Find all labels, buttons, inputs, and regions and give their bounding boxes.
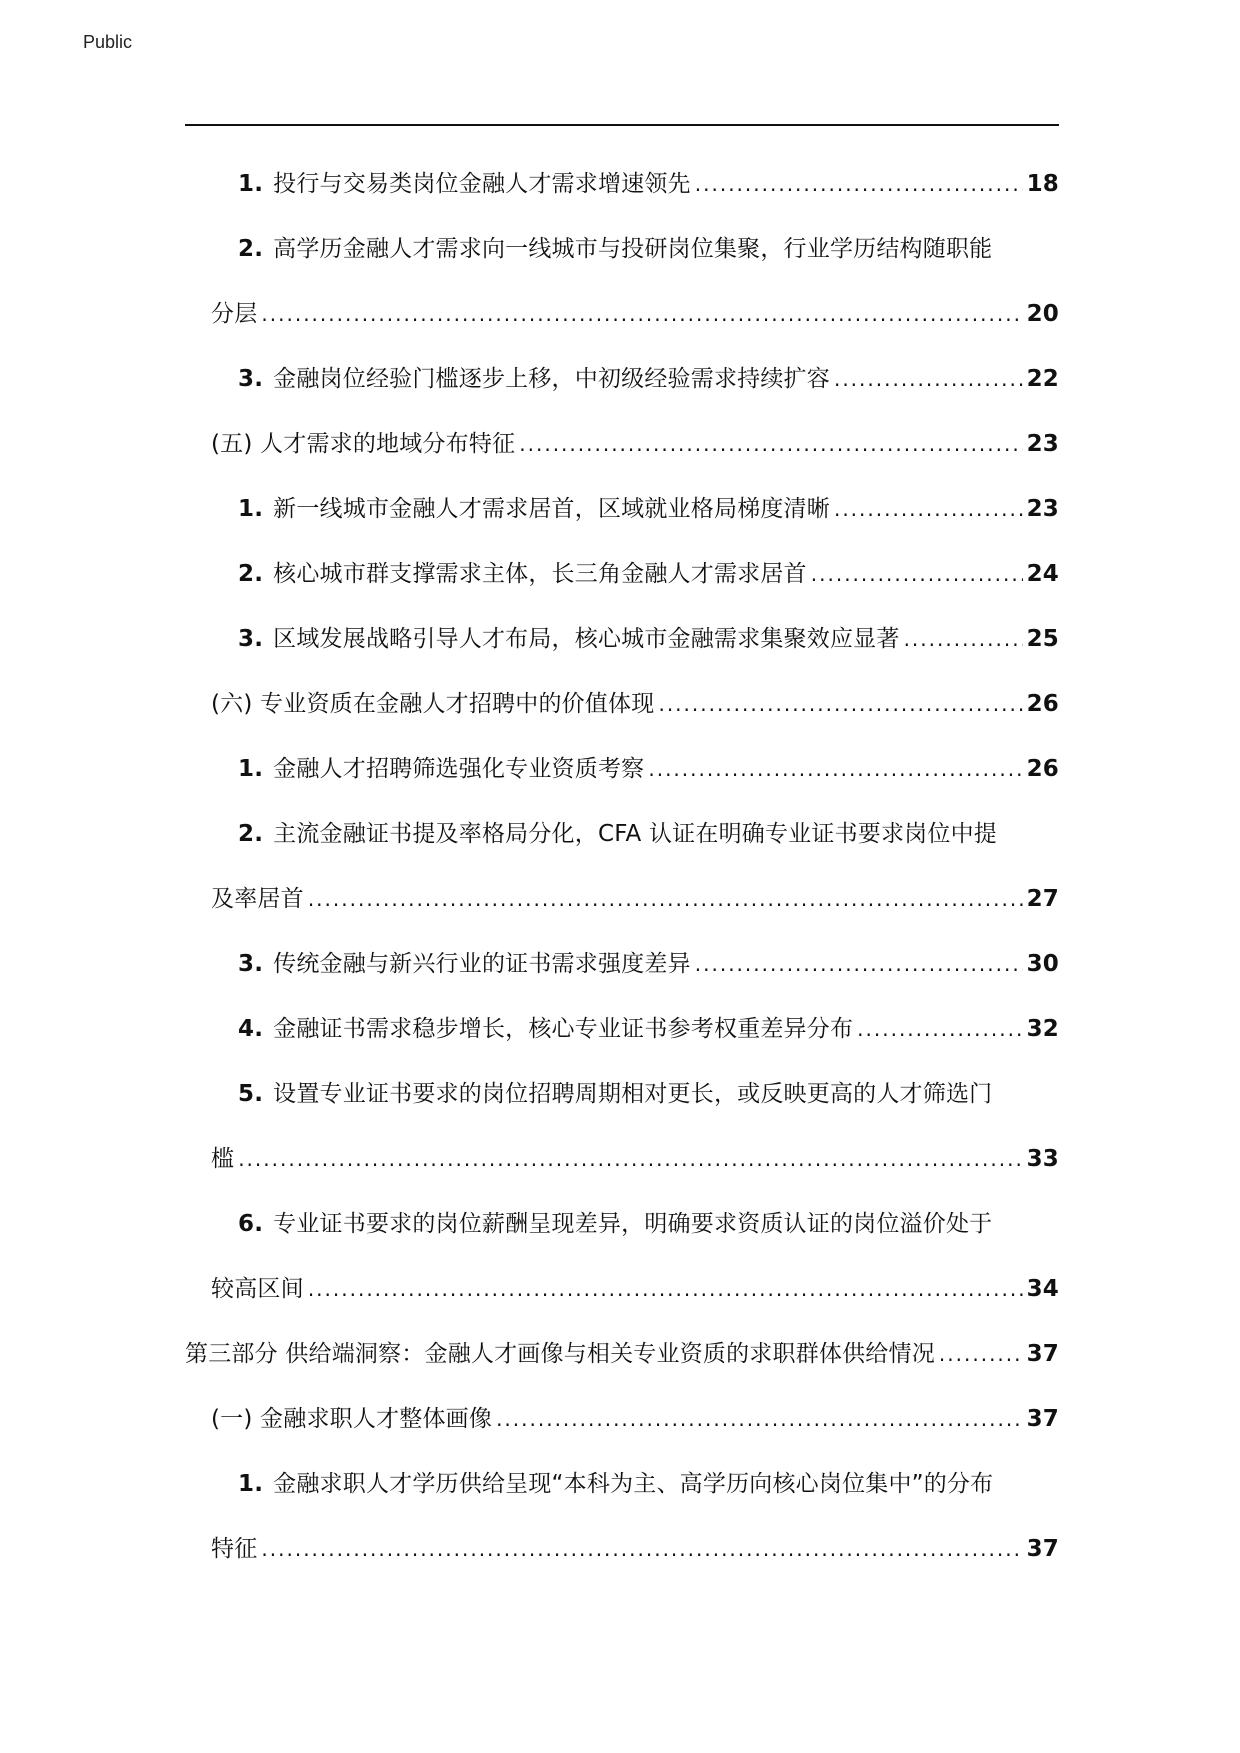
toc-page-number: 37 (1026, 1406, 1059, 1432)
toc-entry-title: 高学历金融人才需求向一线城市与投研岗位集聚，行业学历结构随职能 (273, 236, 993, 262)
toc-page-number: 23 (1026, 496, 1059, 522)
public-label: Public (83, 32, 133, 52)
toc-page-number: 23 (1026, 431, 1059, 457)
toc-entry-title: 设置专业证书要求的岗位招聘周期相对更长，或反映更高的人才筛选门 (273, 1081, 993, 1107)
toc-entry-title: 金融证书需求稳步增长，核心专业证书参考权重差异分布 (273, 1016, 854, 1042)
toc-entry-title: 及率居首 (211, 886, 304, 912)
header-divider (185, 124, 1059, 126)
toc-page-number: 37 (1026, 1341, 1059, 1367)
toc-page-number: 26 (1026, 691, 1059, 717)
toc-entry[interactable] (185, 477, 1059, 542)
toc-page-number: 37 (1026, 1536, 1059, 1562)
toc-entry-title: 金融求职人才学历供给呈现“本科为主、高学历向核心岗位集中”的分布 (273, 1471, 994, 1497)
toc-page-number: 34 (1026, 1276, 1059, 1302)
toc-page-number: 18 (1026, 171, 1059, 197)
toc-entry-number: 3. (238, 951, 264, 977)
toc-leader-dots (648, 737, 1022, 802)
toc-leader-dots (695, 932, 1023, 997)
toc-leader-dots (857, 997, 1022, 1062)
toc-leader-dots (308, 1257, 1023, 1322)
toc-entry-title: 区域发展战略引导人才布局，核心城市金融需求集聚效应显著 (273, 626, 900, 652)
toc-entry-title: 分层 (211, 301, 258, 327)
toc-leader-dots (658, 672, 1022, 737)
toc-entry[interactable] (185, 802, 1059, 932)
toc-entry[interactable] (185, 737, 1059, 802)
toc-entry-title: 金融人才招聘筛选强化专业资质考察 (273, 756, 645, 782)
toc-leader-dots (834, 477, 1023, 542)
toc-entry-title: 核心城市群支撑需求主体，长三角金融人才需求居首 (273, 561, 807, 587)
toc-leader-dots (519, 412, 1022, 477)
toc-leader-dots (939, 1322, 1023, 1387)
toc-leader-dots (238, 1127, 1022, 1192)
toc-entry-number: 5. (238, 1081, 264, 1107)
toc-entry[interactable] (185, 152, 1059, 217)
toc-page-number: 24 (1026, 561, 1059, 587)
toc-entry-number: 2. (238, 236, 264, 262)
toc-page-number: 32 (1026, 1016, 1059, 1042)
toc-entry-title: 金融岗位经验门槛逐步上移，中初级经验需求持续扩容 (273, 366, 830, 392)
toc-leader-dots (834, 347, 1023, 412)
toc-entry[interactable] (185, 347, 1059, 412)
toc-entry-title: 槛 (211, 1146, 235, 1172)
toc-entry-number: 1. (238, 496, 264, 522)
toc-page-number: 27 (1026, 886, 1059, 912)
toc-entry-title: (六) 专业资质在金融人才招聘中的价值体现 (211, 691, 655, 717)
toc-entry-number: 3. (238, 366, 264, 392)
toc-entry-number: 2. (238, 821, 264, 847)
toc-entry[interactable] (185, 1062, 1059, 1192)
toc-entry[interactable] (185, 217, 1059, 347)
toc-leader-dots (308, 867, 1023, 932)
toc-entry[interactable] (185, 412, 1059, 477)
toc-entry-number: 4. (238, 1016, 264, 1042)
toc-entry-number: 1. (238, 756, 264, 782)
toc-page-number: 33 (1026, 1146, 1059, 1172)
toc-entry-title: 特征 (211, 1536, 258, 1562)
toc-entry-title: (五) 人才需求的地域分布特征 (211, 431, 516, 457)
table-of-contents (185, 152, 1059, 1582)
toc-entry[interactable] (185, 997, 1059, 1062)
toc-entry[interactable] (185, 932, 1059, 997)
toc-entry-title: 较高区间 (211, 1276, 304, 1302)
toc-entry[interactable] (185, 1387, 1059, 1452)
toc-leader-dots (695, 152, 1023, 217)
toc-entry[interactable] (185, 607, 1059, 672)
toc-leader-dots (811, 542, 1023, 607)
toc-page-number: 22 (1026, 366, 1059, 392)
toc-page-number: 26 (1026, 756, 1059, 782)
toc-entry[interactable] (185, 1192, 1059, 1322)
toc-entry[interactable] (185, 1452, 1059, 1582)
toc-entry-number: 1. (238, 1471, 264, 1497)
toc-leader-dots (496, 1387, 1023, 1452)
toc-entry-number: 3. (238, 626, 264, 652)
toc-entry-title: 第三部分 供给端洞察：金融人才画像与相关专业资质的求职群体供给情况 (185, 1341, 935, 1367)
toc-entry-number: 1. (238, 171, 264, 197)
toc-page-number: 20 (1026, 301, 1059, 327)
toc-leader-dots (261, 1517, 1022, 1582)
toc-leader-dots (261, 282, 1022, 347)
toc-leader-dots (904, 607, 1023, 672)
toc-entry-number: 2. (238, 561, 264, 587)
toc-entry-title: 新一线城市金融人才需求居首，区域就业格局梯度清晰 (273, 496, 830, 522)
toc-entry-title: 专业证书要求的岗位薪酬呈现差异，明确要求资质认证的岗位溢价处于 (273, 1211, 993, 1237)
toc-page-number: 25 (1026, 626, 1059, 652)
toc-entry-title: 投行与交易类岗位金融人才需求增速领先 (273, 171, 691, 197)
toc-entry[interactable] (185, 1322, 1059, 1387)
toc-entry-title: (一) 金融求职人才整体画像 (211, 1406, 493, 1432)
toc-entry-title: 主流金融证书提及率格局分化，CFA 认证在明确专业证书要求岗位中提 (273, 821, 997, 847)
toc-entry[interactable] (185, 542, 1059, 607)
toc-page-number: 30 (1026, 951, 1059, 977)
toc-entry-number: 6. (238, 1211, 264, 1237)
toc-entry-title: 传统金融与新兴行业的证书需求强度差异 (273, 951, 691, 977)
toc-entry[interactable] (185, 672, 1059, 737)
